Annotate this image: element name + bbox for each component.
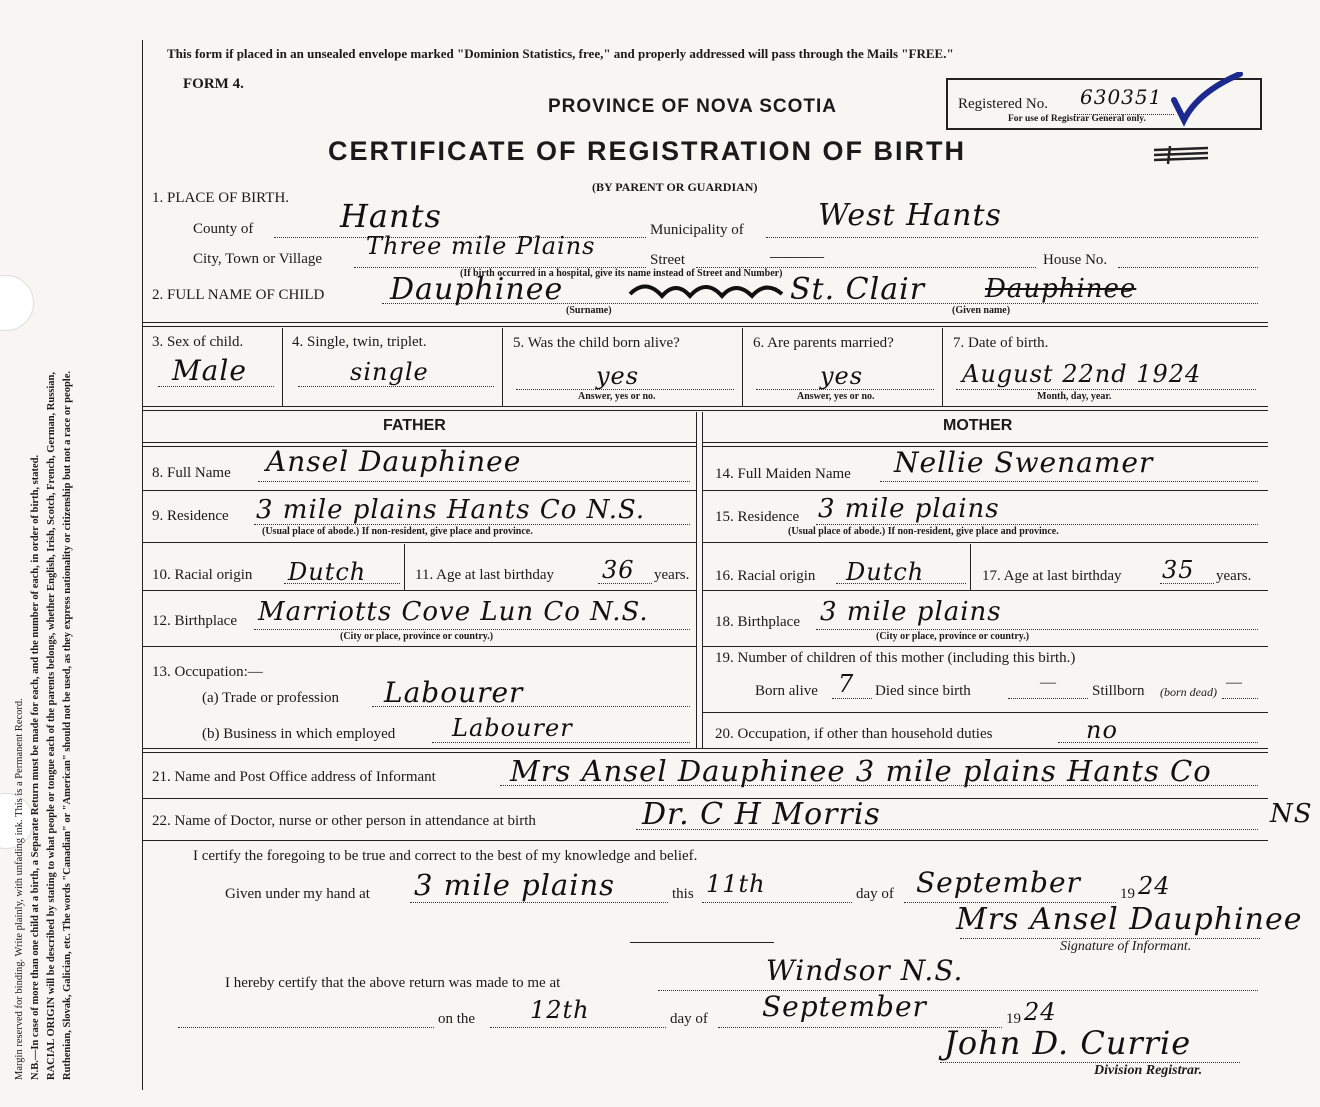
dob-label: 7. Date of birth. <box>953 335 1049 351</box>
father-racial-value: Dutch <box>288 558 367 586</box>
died-label: Died since birth <box>875 683 971 699</box>
mother-residence-value: 3 mile plains <box>818 494 1000 524</box>
surname-caption: (Surname) <box>566 305 612 316</box>
died-value: — <box>1040 674 1056 691</box>
plurality-value: single <box>350 358 429 386</box>
mother-age-value: 35 <box>1162 556 1195 584</box>
dob-value: August 22nd 1924 <box>962 360 1202 388</box>
father-years: years. <box>654 567 690 583</box>
father-heading: FATHER <box>383 417 446 434</box>
registrar-month: September <box>762 990 927 1023</box>
stillborn-value: — <box>1226 674 1242 691</box>
registrar-year-prefix: 19 <box>1006 1011 1021 1027</box>
mother-birthplace-label: 18. Birthplace <box>715 614 800 630</box>
registrar-year: 24 <box>1024 998 1057 1026</box>
registrar-on-label: on the <box>438 1011 476 1027</box>
cert-day-of-label: day of <box>856 886 894 902</box>
cert-day: 11th <box>706 870 766 898</box>
city-value: Three mile Plains <box>366 232 596 260</box>
alive-value: yes <box>596 362 640 390</box>
given-label: Given under my hand at <box>225 886 370 902</box>
struck-name-scribble <box>626 274 786 304</box>
mother-heading: MOTHER <box>943 417 1013 434</box>
father-trade-label: (a) Trade or profession <box>202 690 340 706</box>
house-label: House No. <box>1043 252 1108 268</box>
mother-occupation-value: no <box>1086 716 1118 744</box>
registrar-statement: I hereby certify that the above return was made to me at <box>225 975 561 991</box>
father-birthplace-caption: (City or place, province or country.) <box>340 631 494 642</box>
mother-name-label: 14. Full Maiden Name <box>715 466 851 482</box>
municipality-value: West Hants <box>818 198 1002 233</box>
certify-statement: I certify the foregoing to be true and correct to the best of my knowledge and belief. <box>193 848 698 864</box>
mother-residence-caption: (Usual place of abode.) If non-resident, give place and province. <box>788 526 1059 537</box>
certificate-title: CERTIFICATE OF REGISTRATION OF BIRTH <box>328 136 966 166</box>
cert-year-prefix: 19 <box>1120 886 1135 902</box>
doctor-value: Dr. C H Morris <box>642 797 881 832</box>
registrar-day: 12th <box>530 996 590 1024</box>
mother-birthplace-value: 3 mile plains <box>820 597 1002 627</box>
father-age-value: 36 <box>602 556 635 584</box>
cert-year: 24 <box>1138 872 1171 900</box>
street-label: Street <box>650 252 685 268</box>
father-racial-label: 10. Racial origin <box>152 567 253 583</box>
born-alive-value: 7 <box>838 670 855 698</box>
father-birthplace-label: 12. Birthplace <box>152 613 237 629</box>
registrar-place: Windsor N.S. <box>766 954 964 987</box>
informant-signature-caption: Signature of Informant. <box>1060 939 1192 954</box>
hospital-note: (If birth occurred in a hospital, give its name instead of Street and Number) <box>460 268 783 279</box>
registrar-signature: John D. Currie <box>944 1024 1192 1062</box>
mother-age-label: 17. Age at last birthday <box>982 568 1122 584</box>
given-caption: (Given name) <box>952 305 1011 316</box>
margin-line-4: Ruthenian, Slovak, Galician, etc. The words "Canadian" or "American" should not be used, as they express nationality or citizenship but not a race or people. <box>62 371 73 1080</box>
sex-label: 3. Sex of child. <box>152 334 244 350</box>
registrar-caption: Division Registrar. <box>1094 1063 1203 1078</box>
given-place: 3 mile plains <box>414 868 616 902</box>
stillborn-caption: (born dead) <box>1160 685 1217 699</box>
father-residence-caption: (Usual place of abode.) If non-resident, give place and province. <box>262 526 533 537</box>
mother-racial-label: 16. Racial origin <box>715 568 816 584</box>
child-name-label: 2. FULL NAME OF CHILD <box>152 287 325 303</box>
married-value: yes <box>820 362 864 390</box>
father-name-value: Ansel Dauphinee <box>266 445 522 478</box>
informant-value: Mrs Ansel Dauphinee 3 mile plains Hants Co <box>510 754 1212 788</box>
street-value: ——— <box>770 246 824 266</box>
stillborn-label: Stillborn <box>1092 683 1145 699</box>
plurality-label: 4. Single, twin, triplet. <box>292 334 427 350</box>
registered-number: 630351 <box>1080 85 1163 109</box>
margin-line-1: Margin reserved for binding. Write plainly, with unfading ink. This is a Permanent Record. <box>14 698 25 1080</box>
married-label: 6. Are parents married? <box>753 335 894 351</box>
mother-name-value: Nellie Swenamer <box>894 446 1154 479</box>
registered-label: Registered No. <box>958 96 1048 112</box>
place-heading: 1. PLACE OF BIRTH. <box>152 190 290 206</box>
sex-value: Male <box>172 354 247 387</box>
registrar-day-of-label: day of <box>670 1011 708 1027</box>
father-trade-value: Labourer <box>384 676 524 709</box>
city-label: City, Town or Village <box>193 251 323 267</box>
registrar-note: For use of Registrar General only. <box>1008 114 1146 124</box>
struck-surname: Dauphinee <box>985 274 1137 304</box>
father-business-value: Labourer <box>452 714 573 742</box>
form-number: FORM 4. <box>183 76 244 92</box>
this-label: this <box>672 886 694 902</box>
doctor-label: 22. Name of Doctor, nurse or other person in attendance at birth <box>152 813 536 829</box>
informant-label: 21. Name and Post Office address of Informant <box>152 769 436 785</box>
county-value: Hants <box>340 197 442 235</box>
mother-years: years. <box>1216 568 1252 584</box>
margin-line-2: N.B.—In case of more than one child at a birth, a Separate Return must be made for each, and the number of each, in order of birth, stated. <box>30 454 41 1080</box>
margin-line-3: RACIAL ORIGIN will be described by stating to what people or tongue each of the parents belongs, whether English, Irish, Scotch, French, German, Russian, <box>46 371 57 1080</box>
cert-month: September <box>916 866 1081 899</box>
child-given-name: St. Clair <box>790 272 926 307</box>
mother-occupation-label: 20. Occupation, if other than household duties <box>715 726 993 742</box>
married-caption: Answer, yes or no. <box>797 391 875 402</box>
father-birthplace-value: Marriotts Cove Lun Co N.S. <box>258 597 649 627</box>
father-name-label: 8. Full Name <box>152 465 231 481</box>
mother-birthplace-caption: (City or place, province or country.) <box>876 631 1030 642</box>
father-occupation-label: 13. Occupation:— <box>152 664 263 680</box>
informant-signature: Mrs Ansel Dauphinee <box>956 902 1303 937</box>
margin-divider <box>142 40 143 1090</box>
father-business-label: (b) Business in which employed <box>202 726 396 742</box>
mother-racial-value: Dutch <box>846 558 925 586</box>
dob-caption: Month, day, year. <box>1037 391 1112 402</box>
born-alive-label: Born alive <box>755 683 818 699</box>
county-label: County of <box>193 221 254 237</box>
scribble-mark-icon <box>1150 144 1214 166</box>
municipality-label: Municipality of <box>650 222 744 238</box>
mail-notice: This form if placed in an unsealed envelope marked "Dominion Statistics, free," and properly addressed will pass through the Mails "FREE." <box>167 46 954 61</box>
father-residence-value: 3 mile plains Hants Co N.S. <box>256 495 646 525</box>
father-residence-label: 9. Residence <box>152 508 229 524</box>
alive-caption: Answer, yes or no. <box>578 391 656 402</box>
province-heading: PROVINCE OF NOVA SCOTIA <box>548 96 838 117</box>
certificate-subtitle: (BY PARENT OR GUARDIAN) <box>592 180 758 194</box>
mother-children-label: 19. Number of children of this mother (including this birth.) <box>715 650 1076 666</box>
alive-label: 5. Was the child born alive? <box>513 335 680 351</box>
mother-residence-label: 15. Residence <box>715 509 800 525</box>
doctor-suffix: NS <box>1270 799 1313 829</box>
margin-instructions <box>12 40 132 1080</box>
child-surname: Dauphinee <box>390 272 564 307</box>
check-mark-icon <box>1168 72 1248 132</box>
father-age-label: 11. Age at last birthday <box>415 567 554 583</box>
